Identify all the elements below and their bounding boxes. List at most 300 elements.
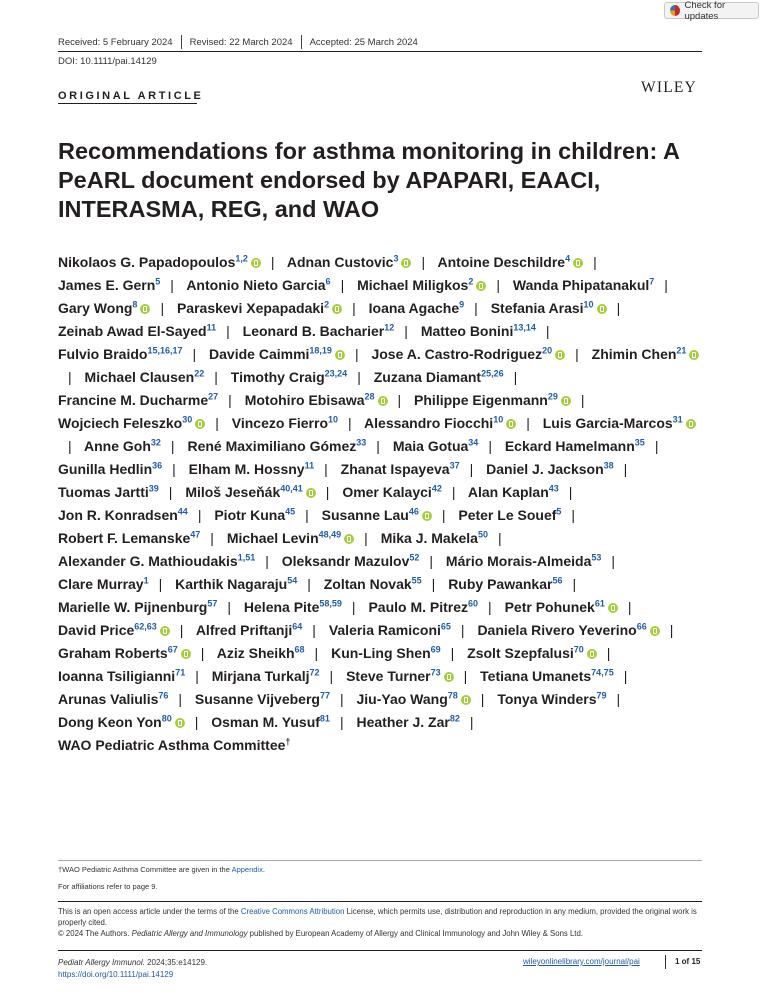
author-separator: | <box>200 645 205 661</box>
author <box>244 599 342 615</box>
author-name: Matteo Bonini <box>420 323 514 339</box>
author-name: Peter Le Souef <box>458 507 557 523</box>
check-for-updates-label: Check for updates <box>684 0 726 22</box>
orcid-icon[interactable] <box>344 534 354 544</box>
author <box>58 415 205 431</box>
author-separator: | <box>545 323 550 339</box>
orcid-icon[interactable] <box>476 281 486 291</box>
author-name: René Maximiliano Gómez <box>187 438 357 454</box>
author-name: Tuomas Jartti <box>58 484 149 500</box>
author-separator: | <box>463 668 468 684</box>
orcid-icon[interactable] <box>461 695 471 705</box>
author-separator: | <box>170 438 175 454</box>
author-separator: | <box>324 461 328 477</box>
author-name: Daniela Rivero Yeverino <box>477 622 637 638</box>
author <box>505 438 645 454</box>
author-name: Susanne Lau <box>321 507 409 523</box>
author <box>84 438 161 454</box>
author <box>477 622 659 638</box>
author <box>58 737 290 753</box>
author-name: Elham M. Hossny <box>188 461 305 477</box>
affiliation-marker[interactable]: 2 <box>468 276 474 287</box>
affiliation-marker[interactable]: 28 <box>364 391 375 402</box>
orcid-icon[interactable] <box>181 649 191 659</box>
author <box>468 484 559 500</box>
crossmark-icon <box>670 5 680 16</box>
author-name: Robert F. Lemanske <box>58 530 191 546</box>
author-separator: | <box>325 484 330 500</box>
author-separator: | <box>339 714 344 730</box>
orcid-icon[interactable] <box>561 396 571 406</box>
author <box>58 553 255 569</box>
author <box>217 645 305 661</box>
check-for-updates-button[interactable] <box>664 0 759 22</box>
author-name: Clare Murray <box>58 576 144 592</box>
creative-commons-link[interactable]: Creative Commons Attribution <box>240 907 345 916</box>
author-name: Mika J. Makela <box>380 530 478 546</box>
affiliation-marker[interactable]: 72 <box>309 667 320 678</box>
author-separator: | <box>488 438 492 454</box>
author <box>58 622 170 638</box>
affiliation-marker[interactable]: 60 <box>468 598 479 609</box>
author-separator: | <box>611 553 616 569</box>
orcid-icon[interactable] <box>573 258 583 268</box>
author <box>356 714 459 730</box>
received-date: Received: 5 February 2024 <box>58 37 173 48</box>
affiliation-marker[interactable]: 5 <box>155 276 161 287</box>
author-separator: | <box>194 714 199 730</box>
author <box>491 300 607 316</box>
article-dates <box>58 37 418 49</box>
orcid-icon[interactable] <box>306 488 316 498</box>
affiliation-marker[interactable]: 35 <box>634 437 645 448</box>
author <box>177 300 342 316</box>
affiliation-marker[interactable]: 45 <box>285 506 296 517</box>
author-separator: | <box>451 484 456 500</box>
author-name: Adnan Custovic <box>286 254 394 270</box>
author <box>58 576 149 592</box>
author-separator: | <box>340 277 345 293</box>
affiliation-marker[interactable]: 68 <box>294 644 305 655</box>
affiliation-marker: † <box>285 736 291 747</box>
orcid-icon[interactable] <box>422 511 432 521</box>
affiliation-marker[interactable]: 10 <box>493 414 504 425</box>
author <box>195 691 330 707</box>
author-name: Zhanat Ispayeva <box>340 461 450 477</box>
affiliation-marker[interactable]: 46 <box>408 506 419 517</box>
license-rule <box>58 901 702 902</box>
article-type: ORIGINAL ARTICLE <box>58 90 204 102</box>
affiliation-marker[interactable]: 77 <box>319 690 330 701</box>
author-separator: | <box>480 691 485 707</box>
affiliation-marker[interactable]: 82 <box>449 713 460 724</box>
orcid-icon[interactable] <box>608 603 618 613</box>
author <box>497 691 606 707</box>
author <box>185 484 315 500</box>
author-separator: | <box>68 438 72 454</box>
author-name: Stefania Arasi <box>490 300 584 316</box>
author-separator: | <box>397 392 402 408</box>
author-separator: | <box>616 300 621 316</box>
author-name: Mário Morais-Almeida <box>445 553 592 569</box>
author-separator: | <box>197 507 202 523</box>
author <box>212 668 320 684</box>
author-separator: | <box>404 323 408 339</box>
author <box>381 530 488 546</box>
author <box>85 369 205 385</box>
author-separator: | <box>669 622 674 638</box>
affiliation-marker[interactable]: 31 <box>672 414 683 425</box>
author <box>58 530 200 546</box>
author-separator: | <box>339 691 344 707</box>
affiliation-marker[interactable]: 20 <box>542 345 553 356</box>
author-separator: | <box>307 576 311 592</box>
author-name: Paulo M. Pitrez <box>368 599 469 615</box>
affiliation-marker[interactable]: 30 <box>182 414 193 425</box>
author-list <box>58 251 708 757</box>
author-name: Alan Kaplan <box>467 484 549 500</box>
affiliation-marker[interactable]: 18,19 <box>309 345 332 356</box>
affiliation-marker[interactable]: 36 <box>152 460 163 471</box>
affiliation-marker[interactable]: 76 <box>158 690 169 701</box>
author-name: James E. Gern <box>58 277 156 293</box>
author-separator: | <box>474 300 478 316</box>
affiliation-marker[interactable]: 25,26 <box>481 368 504 379</box>
orcid-icon[interactable] <box>175 718 185 728</box>
author-separator: | <box>568 484 573 500</box>
author <box>346 668 454 684</box>
affiliation-marker[interactable]: 55 <box>411 575 422 586</box>
author-name: Valeria Ramiconi <box>328 622 441 638</box>
author <box>341 461 460 477</box>
author-name: Zeinab Awad El-Sayed <box>58 323 207 339</box>
author-separator: | <box>616 691 621 707</box>
affiliation-marker[interactable]: 8 <box>132 299 138 310</box>
divider <box>181 35 182 49</box>
affiliation-marker[interactable]: 80 <box>161 713 172 724</box>
author <box>58 254 261 270</box>
author-name: Leonard B. Bacharier <box>242 323 385 339</box>
author-separator: | <box>623 668 628 684</box>
author <box>324 576 422 592</box>
orcid-icon[interactable] <box>597 304 607 314</box>
affiliation-marker[interactable]: 11 <box>206 322 217 333</box>
author-separator: | <box>357 369 361 385</box>
author <box>458 507 561 523</box>
affiliation-marker[interactable]: 47 <box>190 529 201 540</box>
author-separator: | <box>265 553 269 569</box>
orcid-icon[interactable] <box>506 419 516 429</box>
affiliation-marker[interactable]: 2 <box>324 299 330 310</box>
affiliation-marker[interactable]: 78 <box>447 690 458 701</box>
affiliation-marker[interactable]: 1,2 <box>235 253 248 264</box>
header-rule <box>58 51 702 52</box>
article-title: Recommendations for asthma monitoring in children: A PeARL document endorsed by APAPARI, EAACI, INTERASMA, REG, and WAO <box>58 138 680 222</box>
author-name: Daniel J. Jackson <box>486 461 604 477</box>
author <box>467 645 597 661</box>
affiliation-marker[interactable]: 23,24 <box>324 368 348 379</box>
affiliation-marker[interactable]: 11 <box>304 460 315 471</box>
author-name: Maia Gotua <box>392 438 469 454</box>
affiliation-marker[interactable]: 56 <box>552 575 563 586</box>
author-name: Arunas Valiulis <box>58 691 159 707</box>
author <box>287 254 412 270</box>
author-name: Mirjana Turkalj <box>211 668 310 684</box>
author <box>227 530 354 546</box>
orcid-icon[interactable] <box>160 626 170 636</box>
author <box>232 415 338 431</box>
affiliation-marker[interactable]: 57 <box>207 598 218 609</box>
author-name: Jon R. Konradsen <box>58 507 178 523</box>
affiliation-marker[interactable]: 22 <box>194 368 205 379</box>
affiliation-marker[interactable]: 4 <box>565 253 571 264</box>
affiliation-marker[interactable]: 10 <box>583 299 594 310</box>
author-separator: | <box>348 415 352 431</box>
author-name: Karthik Nagaraju <box>175 576 288 592</box>
affiliation-marker[interactable]: 5 <box>556 506 562 517</box>
affiliation-marker[interactable]: 69 <box>430 644 441 655</box>
affiliation-marker[interactable]: 52 <box>409 552 420 563</box>
orcid-icon[interactable] <box>332 304 342 314</box>
author <box>393 438 478 454</box>
author <box>513 277 654 293</box>
orcid-icon[interactable] <box>444 672 454 682</box>
author <box>196 622 302 638</box>
affiliation-marker[interactable]: 81 <box>319 713 330 724</box>
affiliation-marker[interactable]: 10 <box>328 414 339 425</box>
author-separator: | <box>179 622 184 638</box>
author-separator: | <box>571 507 576 523</box>
author-separator: | <box>421 254 426 270</box>
author-separator: | <box>227 599 232 615</box>
author <box>211 714 330 730</box>
author <box>58 484 159 500</box>
orcid-icon[interactable] <box>689 350 699 360</box>
orcid-icon[interactable] <box>686 419 696 429</box>
author-name: Antoine Deschildre <box>437 254 566 270</box>
orcid-icon[interactable] <box>401 258 411 268</box>
affiliation-marker[interactable]: 79 <box>596 690 607 701</box>
author <box>329 622 451 638</box>
affiliation-marker[interactable]: 53 <box>591 552 602 563</box>
affiliation-marker[interactable]: 44 <box>177 506 188 517</box>
author <box>58 461 162 477</box>
affiliation-marker[interactable]: 64 <box>292 621 303 632</box>
divider <box>301 35 302 49</box>
author-separator: | <box>192 346 197 362</box>
affiliation-marker[interactable]: 66 <box>636 621 647 632</box>
author <box>357 277 486 293</box>
license-text: This is an open access article under the terms of the Creative Commons Attribution License, which permits use, distribution and reproduction in any medium, provided the original work is properly cited. © 2024 The Authors. Pediatric Allergy and Immunology published by European Academy of Allergy and Clinical Immunology and John Wiley & Sons Ltd. <box>58 907 697 938</box>
author-name: Alessandro Fiocchi <box>364 415 494 431</box>
author-separator: | <box>654 438 659 454</box>
author-name: Anne Goh <box>84 438 151 454</box>
author-name: Jiu-Yao Wang <box>356 691 448 707</box>
author-separator: | <box>305 507 309 523</box>
affiliation-marker[interactable]: 40,41 <box>280 483 303 494</box>
author-separator: | <box>168 484 173 500</box>
author-name: Helena Pite <box>243 599 320 615</box>
author-name: Philippe Eigenmann <box>414 392 548 408</box>
author-separator: | <box>488 599 492 615</box>
affiliation-marker[interactable]: 70 <box>573 644 584 655</box>
page-number: 1 of 15 <box>675 957 701 966</box>
publisher-logo: WILEY <box>641 79 697 96</box>
author-separator: | <box>606 645 611 661</box>
author-separator: | <box>354 346 359 362</box>
orcid-icon[interactable] <box>650 626 660 636</box>
affiliation-marker[interactable]: 1 <box>143 575 149 586</box>
author-separator: | <box>513 369 518 385</box>
orcid-icon[interactable] <box>251 258 261 268</box>
author-name: Ruby Pawankar <box>448 576 553 592</box>
doi-link[interactable]: https://doi.org/10.1111/pai.14129 <box>58 970 174 979</box>
author-name: Graham Roberts <box>58 645 168 661</box>
affiliation-marker[interactable]: 43 <box>548 483 559 494</box>
author-name: Paraskevi Xepapadaki <box>176 300 325 316</box>
orcid-icon[interactable] <box>555 350 565 360</box>
author-name: Timothy Craig <box>230 369 325 385</box>
affiliation-marker[interactable]: 27 <box>208 391 219 402</box>
doi: DOI: 10.1111/pai.14129 <box>58 56 157 67</box>
author-name: Ioana Agache <box>368 300 460 316</box>
author-name: Francine M. Ducharme <box>58 392 209 408</box>
appendix-link[interactable]: Appendix <box>231 865 263 874</box>
author-name: Alfred Priftanji <box>195 622 293 638</box>
affiliation-marker[interactable]: 62,63 <box>134 621 157 632</box>
author <box>243 323 395 339</box>
author <box>175 576 297 592</box>
affiliation-marker[interactable]: 7 <box>649 276 655 287</box>
orcid-icon[interactable] <box>587 649 597 659</box>
author-name: Davide Caimmi <box>209 346 310 362</box>
author-separator: | <box>351 599 356 615</box>
orcid-icon[interactable] <box>195 419 205 429</box>
author <box>187 438 366 454</box>
affiliation-marker[interactable]: 29 <box>547 391 558 402</box>
author <box>543 415 696 431</box>
author-name: Michael Miligkos <box>357 277 469 293</box>
author-name: Zuzana Diamant <box>373 369 482 385</box>
author-separator: | <box>195 668 199 684</box>
author-separator: | <box>429 553 434 569</box>
author-name: Michael Levin <box>226 530 319 546</box>
author-separator: | <box>214 369 218 385</box>
author-separator: | <box>210 530 214 546</box>
author-name: Michael Clausen <box>84 369 195 385</box>
author-separator: | <box>226 323 230 339</box>
author <box>189 461 314 477</box>
author-separator: | <box>469 714 474 730</box>
author-separator: | <box>376 438 380 454</box>
author <box>364 415 516 431</box>
orcid-icon[interactable] <box>335 350 345 360</box>
author-name: Antonio Nieto Garcia <box>186 277 326 293</box>
journal-url-link[interactable]: wileyonlinelibrary.com/journal/pai <box>523 957 640 966</box>
affiliation-marker[interactable]: 50 <box>477 529 488 540</box>
author <box>480 668 614 684</box>
affiliation-marker[interactable]: 6 <box>325 276 331 287</box>
author-name: Wanda Phipatanakul <box>512 277 650 293</box>
affiliation-marker[interactable]: 74,75 <box>591 667 614 678</box>
author-separator: | <box>172 461 176 477</box>
author <box>282 553 420 569</box>
author-name: Jose A. Castro-Rodriguez <box>371 346 543 362</box>
author <box>186 277 330 293</box>
affiliation-marker[interactable]: 71 <box>175 667 186 678</box>
revised-date: Revised: 22 March 2024 <box>189 37 293 48</box>
author-separator: | <box>170 277 174 293</box>
orcid-icon[interactable] <box>378 396 388 406</box>
orcid-icon[interactable] <box>140 304 150 314</box>
affiliation-marker[interactable]: 39 <box>148 483 159 494</box>
author-separator: | <box>496 277 500 293</box>
affiliation-marker[interactable]: 48,49 <box>318 529 342 540</box>
author-name: Gunilla Hedlin <box>58 461 153 477</box>
author-name: Wojciech Feleszko <box>58 415 183 431</box>
author <box>374 369 504 385</box>
author-separator: | <box>593 254 597 270</box>
author-name: Aziz Sheikh <box>216 645 295 661</box>
affiliation-marker[interactable]: 54 <box>287 575 298 586</box>
affiliation-marker[interactable]: 73 <box>430 667 441 678</box>
author <box>58 392 218 408</box>
author <box>58 346 183 362</box>
footer-rule <box>58 950 702 951</box>
affiliation-marker[interactable]: 9 <box>459 299 465 310</box>
affiliation-marker[interactable]: 13,14 <box>513 322 536 333</box>
author-separator: | <box>623 461 628 477</box>
author-separator: | <box>460 622 465 638</box>
affiliation-marker[interactable]: 58,59 <box>319 598 342 609</box>
affiliation-marker[interactable]: 37 <box>449 460 460 471</box>
author <box>231 369 347 385</box>
affiliation-marker[interactable]: 33 <box>356 437 367 448</box>
author <box>58 714 185 730</box>
affiliation-marker[interactable]: 34 <box>468 437 479 448</box>
author-name: Osman M. Yusuf <box>211 714 320 730</box>
author <box>58 277 160 293</box>
affiliation-marker[interactable]: 32 <box>150 437 161 448</box>
author-name: David Price <box>58 622 135 638</box>
author <box>58 691 168 707</box>
affiliation-marker[interactable]: 38 <box>603 460 614 471</box>
author <box>371 346 565 362</box>
author <box>446 553 602 569</box>
author-separator: | <box>580 392 585 408</box>
author-name: Oleksandr Mazulov <box>281 553 410 569</box>
affiliation-marker[interactable]: 1,51 <box>237 552 256 563</box>
affiliation-marker[interactable]: 21 <box>676 345 687 356</box>
affiliation-marker[interactable]: 3 <box>393 253 399 264</box>
affiliation-marker[interactable]: 42 <box>431 483 442 494</box>
affiliation-marker[interactable]: 65 <box>440 621 451 632</box>
author-name: Tonya Winders <box>497 691 597 707</box>
author-name: Susanne Vijveberg <box>194 691 320 707</box>
author <box>58 668 185 684</box>
author-separator: | <box>312 622 316 638</box>
affiliation-marker[interactable]: 15,16,17 <box>147 345 183 356</box>
affiliation-marker[interactable]: 67 <box>167 644 178 655</box>
affiliation-marker[interactable]: 61 <box>594 598 605 609</box>
author <box>356 691 470 707</box>
affiliation-marker[interactable]: 12 <box>384 322 395 333</box>
author-name: Zoltan Novak <box>323 576 412 592</box>
author <box>322 507 432 523</box>
author-separator: | <box>664 277 668 293</box>
author-separator: | <box>160 300 165 316</box>
author-name: Marielle W. Pijnenburg <box>58 599 208 615</box>
